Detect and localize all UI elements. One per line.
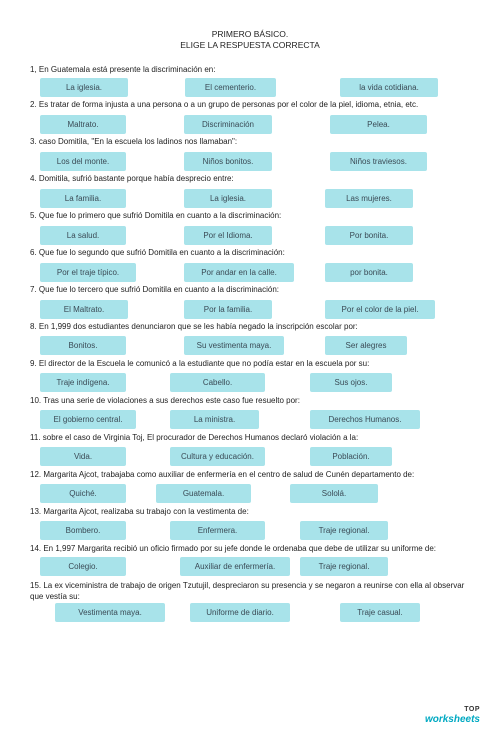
answer-option-q11-2[interactable]: Cultura y educación. — [170, 447, 265, 466]
answer-option-q11-1[interactable]: Vida. — [40, 447, 126, 466]
answer-option-q13-3[interactable]: Traje regional. — [300, 521, 388, 540]
answer-option-q12-2[interactable]: Guatemala. — [156, 484, 251, 503]
answer-option-q7-1[interactable]: El Maltrato. — [40, 300, 128, 319]
answer-option-q9-2[interactable]: Cabello. — [170, 373, 265, 392]
question-text-5: 5. Que fue lo primero que sufrió Domitila en cuanto a la discriminación: — [30, 211, 282, 220]
question-text-7: 7. Que fue lo tercero que sufrió Domitila en cuanto a la discriminación: — [30, 285, 280, 294]
answer-option-q4-2[interactable]: La iglesia. — [184, 189, 272, 208]
answer-option-q11-3[interactable]: Población. — [310, 447, 392, 466]
answer-option-q15-2[interactable]: Uniforme de diario. — [190, 603, 290, 622]
answer-option-q3-1[interactable]: Los del monte. — [40, 152, 126, 171]
answer-option-q10-2[interactable]: La ministra. — [170, 410, 259, 429]
answer-option-q8-3[interactable]: Ser alegres — [325, 336, 407, 355]
answer-option-q3-3[interactable]: Niños traviesos. — [330, 152, 427, 171]
question-text-13: 13. Margarita Ajcot, realizaba su trabajo con la vestimenta de: — [30, 507, 249, 516]
question-text-3: 3. caso Domitila, "En la escuela los ladinos nos llamaban": — [30, 137, 238, 146]
answer-option-q2-2[interactable]: Discriminación — [184, 115, 272, 134]
answer-option-q7-2[interactable]: Por la familia. — [184, 300, 272, 319]
answer-option-q12-1[interactable]: Quiché. — [40, 484, 126, 503]
question-text-9: 9. El director de la Escuela le comunicó a la estudiante que no podía estar en la escuela por su: — [30, 359, 370, 368]
question-text-14: 14. En 1,997 Margarita recibió un oficio firmado por su jefe donde le ordenaba que debe de utilizar su uniforme de: — [30, 544, 437, 553]
topworksheets-logo — [425, 706, 480, 725]
answer-option-q1-1[interactable]: La iglesia. — [40, 78, 128, 97]
answer-option-q6-3[interactable]: por bonita. — [325, 263, 413, 282]
page-subtitle: ELIGE LA RESPUESTA CORRECTA — [180, 40, 320, 50]
question-text-11: 11. sobre el caso de Virginia Toj, El procurador de Derechos Humanos declaró violación a la: — [30, 433, 359, 442]
answer-option-q2-1[interactable]: Maltrato. — [40, 115, 126, 134]
answer-option-q13-2[interactable]: Enfermera. — [170, 521, 265, 540]
answer-option-q8-1[interactable]: Bonitos. — [40, 336, 126, 355]
answer-option-q9-3[interactable]: Sus ojos. — [310, 373, 392, 392]
logo-top-text: TOP — [464, 706, 480, 713]
answer-option-q13-1[interactable]: Bombero. — [40, 521, 126, 540]
question-text-4: 4. Domitila, sufrió bastante porque había desprecio entre: — [30, 174, 234, 183]
answer-option-q1-3[interactable]: la vida cotidiana. — [340, 78, 438, 97]
page-title: PRIMERO BÁSICO. — [211, 29, 289, 39]
answer-option-q5-3[interactable]: Por bonita. — [325, 226, 413, 245]
answer-option-q14-2[interactable]: Auxiliar de enfermería. — [180, 557, 290, 576]
answer-option-q10-3[interactable]: Derechos Humanos. — [310, 410, 420, 429]
answer-option-q6-1[interactable]: Por el traje típico. — [40, 263, 136, 282]
question-text-15: 15. La ex viceministra de trabajo de origen Tzutujil, despreciaron su presencia y se negaron a reunirse con ella al observar que vestía su: — [30, 581, 465, 601]
answer-option-q7-3[interactable]: Por el color de la piel. — [325, 300, 435, 319]
answer-option-q1-2[interactable]: El cementerio. — [185, 78, 276, 97]
answer-option-q4-3[interactable]: Las mujeres. — [325, 189, 413, 208]
answer-option-q14-3[interactable]: Traje regional. — [300, 557, 388, 576]
question-text-2: 2. Es tratar de forma injusta a una persona o a un grupo de personas por el color de la piel, idioma, etnia, etc. — [30, 100, 419, 109]
answer-option-q10-1[interactable]: El gobierno central. — [40, 410, 136, 429]
answer-option-q3-2[interactable]: Niños bonitos. — [184, 152, 272, 171]
answer-option-q14-1[interactable]: Colegio. — [40, 557, 126, 576]
answer-option-q15-1[interactable]: Vestimenta maya. — [55, 603, 165, 622]
question-text-12: 12. Margarita Ajcot, trabajaba como auxiliar de enfermería en el centro de salud de Cunén departamento de: — [30, 470, 415, 479]
answer-option-q5-2[interactable]: Por el Idioma. — [184, 226, 272, 245]
answer-option-q6-2[interactable]: Por andar en la calle. — [184, 263, 294, 282]
answer-option-q4-1[interactable]: La familia. — [40, 189, 126, 208]
question-text-8: 8. En 1,999 dos estudiantes denunciaron que se les había negado la inscripción escolar por: — [30, 322, 358, 331]
logo-main-text: worksheets — [424, 714, 480, 725]
answer-option-q2-3[interactable]: Pelea. — [330, 115, 427, 134]
answer-option-q15-3[interactable]: Traje casual. — [340, 603, 420, 622]
answer-option-q8-2[interactable]: Su vestimenta maya. — [184, 336, 284, 355]
answer-option-q5-1[interactable]: La salud. — [40, 226, 126, 245]
answer-option-q12-3[interactable]: Sololá. — [290, 484, 378, 503]
question-text-10: 10. Tras una serie de violaciones a sus derechos este caso fue resuelto por: — [30, 396, 300, 405]
answer-option-q9-1[interactable]: Traje indígena. — [40, 373, 126, 392]
question-text-6: 6. Que fue lo segundo que sufrió Domitila en cuanto a la discriminación: — [30, 248, 285, 257]
question-text-1: 1, En Guatemala está presente la discriminación en: — [30, 65, 216, 74]
